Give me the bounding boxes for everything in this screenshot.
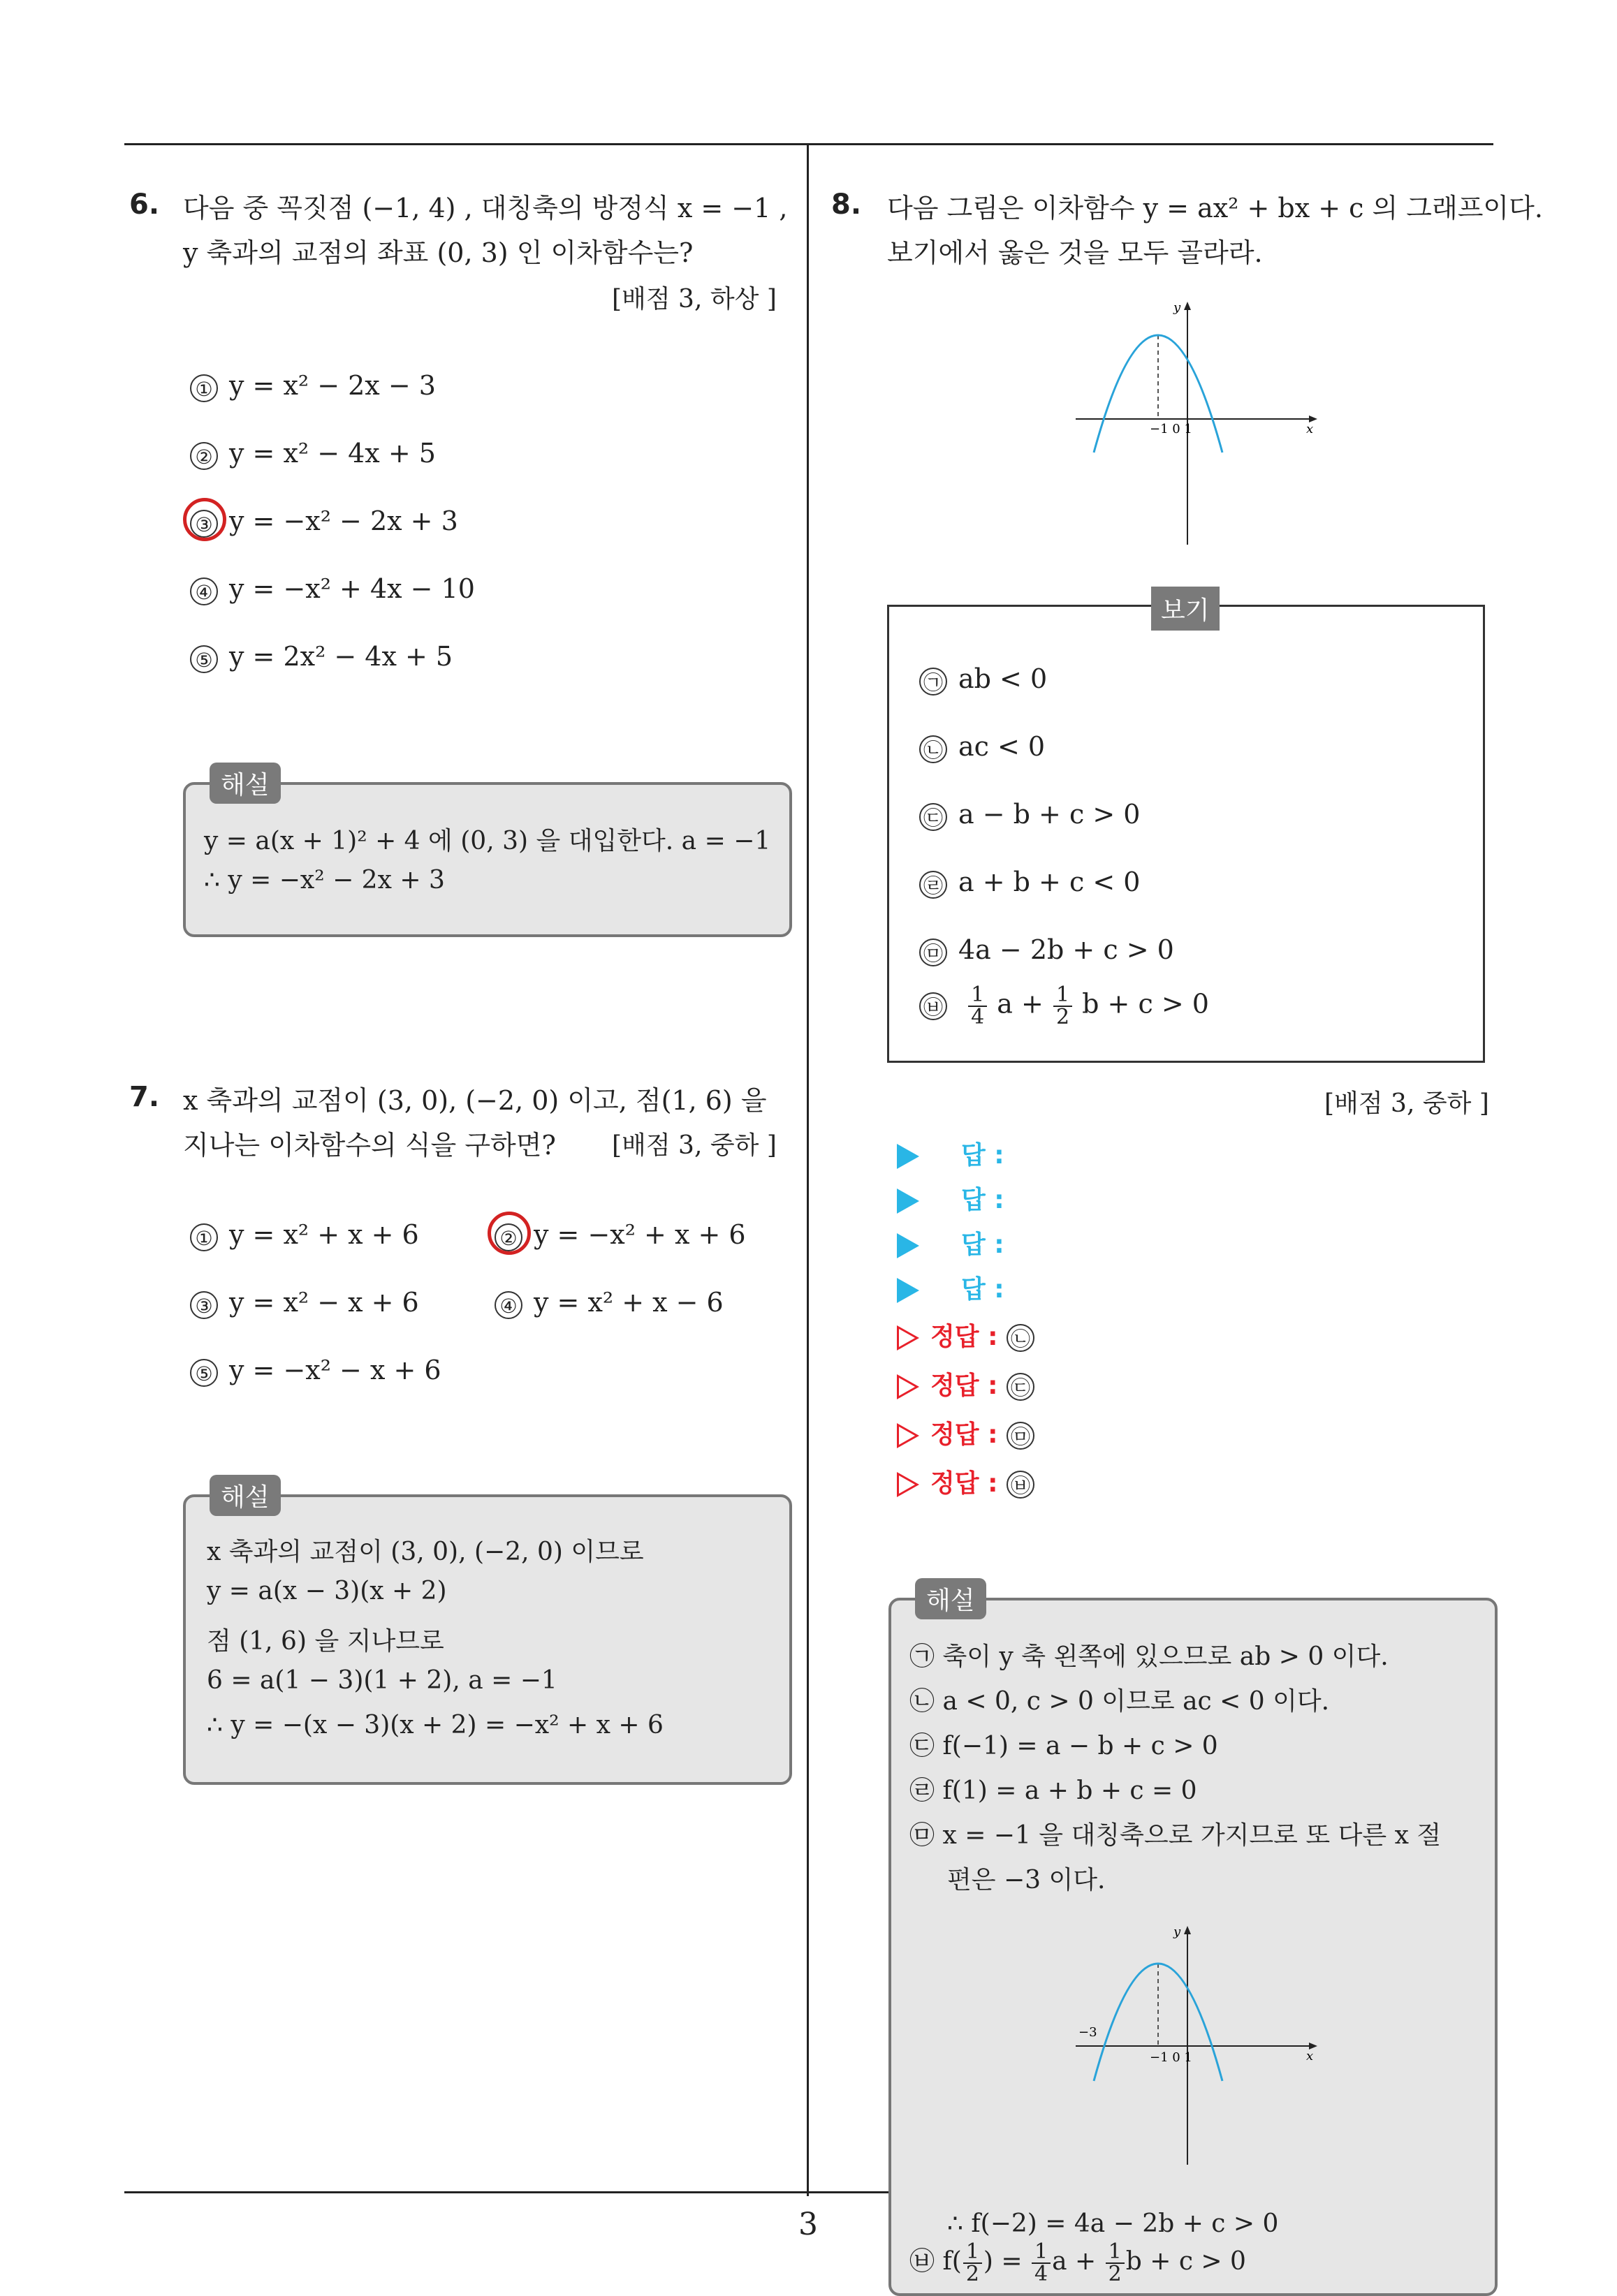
item-text: a + [997, 988, 1044, 1020]
item-number: ㉣ [919, 871, 947, 899]
q8-bogi-tag: 보기 [1151, 587, 1220, 631]
q7-solution-line: y = a(x − 3)(x + 2) [207, 1577, 447, 1605]
y-axis-label: y [1173, 300, 1181, 315]
option-text: y = x² + x − 6 [534, 1287, 724, 1318]
q8-solution-line: ㉣ f(1) = a + b + c = 0 [909, 1776, 1197, 1805]
option-number: ⑤ [190, 645, 218, 673]
fraction: $\frac{1}{4}$ [968, 985, 987, 1028]
correct-value: ㉥ [1007, 1471, 1034, 1499]
q6-solution-box [183, 782, 792, 937]
q8-bogi-item [919, 934, 1174, 966]
q8-line1: 다음 그림은 이차함수 y = ax² + bx + c 의 그래프이다. [887, 193, 1543, 223]
option-number: ② [495, 1223, 522, 1251]
option-number: ④ [190, 577, 218, 605]
q8-solution-line: ∴ f(−2) = 4a − 2b + c > 0 [947, 2209, 1279, 2238]
q7-number: 7. [129, 1081, 160, 1113]
answer-label: 답 : [961, 1275, 1004, 1304]
answer-label: 답 : [961, 1186, 1004, 1214]
triangle-outline-icon [897, 1325, 919, 1351]
q7-option-5[interactable] [190, 1355, 441, 1387]
q7-solution-line: 점 (1, 6) 을 지나므로 [207, 1627, 444, 1656]
correct-label: 정답 : [930, 1371, 998, 1400]
q8-solution-line: 편은 −3 이다. [947, 1866, 1106, 1894]
column-divider [807, 143, 809, 2196]
q7-line2: 지나는 이차함수의 식을 구하면? [183, 1130, 556, 1161]
triangle-outline-icon [897, 1423, 919, 1448]
answer-input-row[interactable] [897, 1135, 1004, 1171]
q8-solution-line-frac: ㉥ f( $\frac{1}{2}$ ) = $\frac{1}{4}$ a + $\frac{1}{2}$ b + c > 0 [909, 2239, 1246, 2286]
item-text: a − b + c > 0 [958, 799, 1141, 830]
q7-solution-line: 6 = a(1 − 3)(1 + 2), a = −1 [207, 1666, 557, 1695]
answer-label: 답 : [961, 1141, 1004, 1170]
q6-option-2[interactable] [190, 438, 436, 470]
q6-solution-line: y = a(x + 1)² + 4 에 (0, 3) 을 대입한다. a = −1 [204, 827, 771, 855]
correct-value: ㉢ [1007, 1373, 1034, 1401]
y-axis-arrow [1184, 302, 1191, 310]
correct-value: ㉤ [1007, 1422, 1034, 1450]
answer-label: 답 : [961, 1230, 1004, 1259]
fraction: $\frac{1}{2}$ [1053, 985, 1072, 1028]
x-axis-label: x [1306, 422, 1314, 436]
q8-bogi-item [919, 867, 1140, 899]
answer-input-row[interactable] [897, 1270, 1004, 1305]
q8-solution-tag: 해설 [915, 1578, 986, 1619]
item-number: ㉡ [919, 735, 947, 763]
item-text: b + c > 0 [1082, 988, 1209, 1020]
q8-bogi-item [919, 985, 1209, 1028]
option-text: y = −x² − x + 6 [229, 1355, 441, 1385]
item-number: ㉤ [919, 939, 947, 966]
option-number: ③ [190, 510, 218, 538]
q6-score: [배점 3, 하상 ] [612, 285, 777, 314]
option-text: y = −x² + 4x − 10 [229, 573, 475, 604]
q6-line2: y 축과의 교점의 좌표 (0, 3) 인 이차함수는? [183, 237, 694, 268]
q8-bogi-item [919, 731, 1045, 763]
correct-label: 정답 : [930, 1420, 998, 1449]
tick-labels: −1 0 1 [1150, 422, 1192, 436]
play-icon [897, 1189, 919, 1214]
option-text: y = −x² + x + 6 [534, 1219, 746, 1250]
option-number: ⑤ [190, 1359, 218, 1387]
play-icon [897, 1278, 919, 1303]
tick-labels: −1 0 1 [1150, 2050, 1192, 2065]
answer-input-row[interactable] [897, 1225, 1004, 1260]
item-text: ac < 0 [958, 731, 1046, 762]
neg3-label: −3 [1078, 2025, 1097, 2040]
q8-solution-line: ㉢ f(−1) = a − b + c > 0 [909, 1732, 1218, 1760]
q6-solution-line: ∴ y = −x² − 2x + 3 [204, 866, 445, 895]
q7-score: [배점 3, 중하 ] [612, 1131, 777, 1160]
play-icon [897, 1233, 919, 1258]
q6-line1: 다음 중 꼭짓점 (−1, 4) , 대칭축의 방정식 x = −1 , [183, 193, 788, 223]
play-icon [897, 1144, 919, 1169]
x-axis-label: x [1306, 2049, 1314, 2063]
q8-bogi-item [919, 799, 1140, 831]
y-axis-arrow [1184, 1926, 1191, 1934]
correct-answer-row [897, 1317, 1046, 1353]
option-text: y = x² − 2x − 3 [229, 370, 436, 401]
q7-solution-tag: 해설 [210, 1475, 281, 1516]
q8-number: 8. [831, 189, 862, 221]
q7-option-3[interactable] [190, 1287, 419, 1319]
answer-input-row[interactable] [897, 1180, 1004, 1216]
q8-solution-graph [1069, 1913, 1334, 2165]
item-number: ㉢ [919, 803, 947, 831]
option-text: y = x² − x + 6 [229, 1287, 419, 1318]
q8-parabola-graph [1069, 293, 1334, 545]
q6-number: 6. [129, 189, 160, 221]
option-number: ③ [190, 1291, 218, 1319]
correct-label: 정답 : [930, 1323, 998, 1351]
q7-option-4[interactable] [495, 1287, 724, 1319]
correct-label: 정답 : [930, 1469, 998, 1498]
q7-solution-line: ∴ y = −(x − 3)(x + 2) = −x² + x + 6 [207, 1711, 664, 1739]
correct-answer-row [897, 1415, 1046, 1450]
option-text: y = x² − 4x + 5 [229, 438, 436, 469]
triangle-outline-icon [897, 1374, 919, 1399]
top-rule [124, 143, 1493, 145]
option-number: ① [190, 1223, 218, 1251]
q8-line2: 보기에서 옳은 것을 모두 골라라. [887, 237, 1263, 268]
correct-answer-row [897, 1366, 1046, 1401]
q7-line1: x 축과의 교점이 (3, 0), (−2, 0) 이고, 점(1, 6) 을 [183, 1085, 767, 1116]
page-number: 3 [798, 2207, 818, 2242]
q8-solution-line: ㉡ a < 0, c > 0 이므로 ac < 0 이다. [909, 1687, 1330, 1716]
answer-mark [488, 1212, 531, 1255]
correct-value: ㉡ [1007, 1324, 1034, 1352]
q6-option-3[interactable] [190, 506, 458, 538]
q8-solution-line: ㉤ x = −1 을 대칭축으로 가지므로 또 다른 x 절 [909, 1821, 1442, 1850]
q6-option-4[interactable] [190, 573, 475, 605]
q7-solution-line: x 축과의 교점이 (3, 0), (−2, 0) 이므로 [207, 1538, 644, 1566]
item-number: ㉥ [919, 992, 947, 1020]
option-number: ② [190, 442, 218, 470]
item-text: a + b + c < 0 [958, 867, 1141, 897]
option-number: ④ [495, 1291, 522, 1319]
answer-mark [183, 498, 226, 541]
q7-option-1[interactable] [190, 1219, 419, 1251]
item-text: ab < 0 [958, 663, 1048, 694]
triangle-outline-icon [897, 1472, 919, 1497]
option-text: y = x² + x + 6 [229, 1219, 419, 1250]
q6-option-1[interactable] [190, 370, 436, 402]
q8-solution-line: ㉠ 축이 y 축 왼쪽에 있으므로 ab > 0 이다. [909, 1642, 1389, 1671]
option-text: y = 2x² − 4x + 5 [229, 641, 453, 672]
q6-option-5[interactable] [190, 641, 453, 673]
item-number: ㉠ [919, 668, 947, 696]
q8-bogi-item [919, 663, 1047, 696]
q6-solution-tag: 해설 [210, 763, 281, 804]
correct-answer-row [897, 1464, 1046, 1499]
y-axis-label: y [1173, 1925, 1181, 1939]
option-number: ① [190, 374, 218, 402]
q7-option-2[interactable] [495, 1219, 746, 1251]
item-text: 4a − 2b + c > 0 [958, 934, 1174, 965]
q8-score: [배점 3, 중하 ] [1324, 1089, 1489, 1118]
option-text: y = −x² − 2x + 3 [229, 506, 458, 536]
